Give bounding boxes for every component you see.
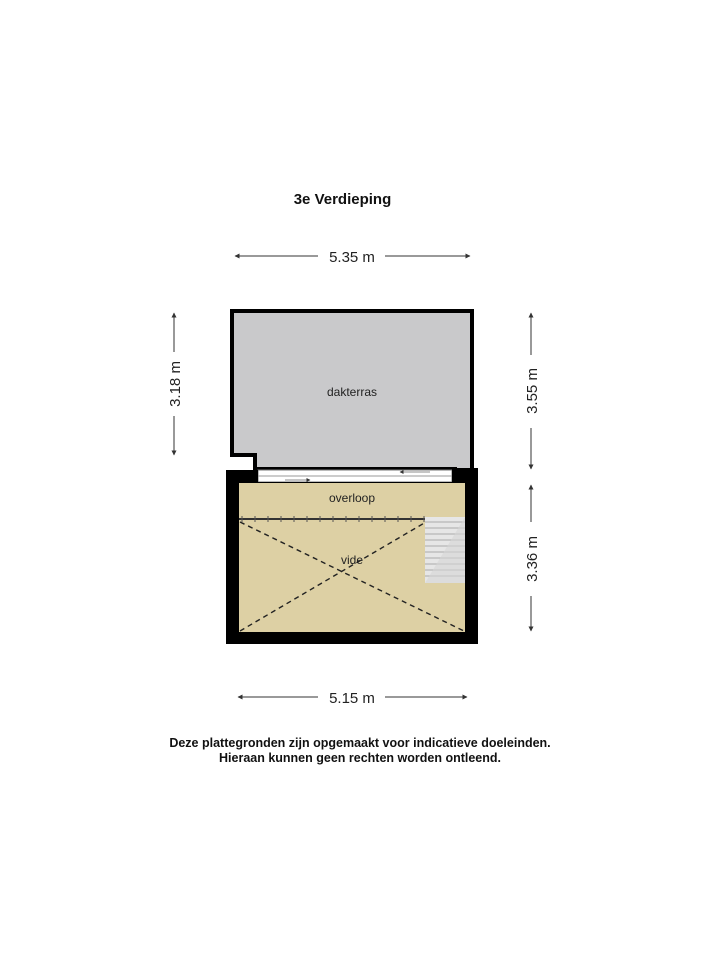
dimension-top-label: 5.35 m bbox=[329, 249, 375, 266]
dimension-right-lower bbox=[524, 485, 541, 631]
floor-title: 3e Verdieping bbox=[293, 191, 392, 208]
dimension-top bbox=[235, 249, 470, 266]
dimension-bottom bbox=[238, 690, 467, 707]
disclaimer bbox=[0, 736, 720, 766]
sliding-door bbox=[258, 470, 452, 482]
dakterras-label: dakterras bbox=[326, 385, 378, 399]
disclaimer-line-1: Deze plattegronden zijn opgemaakt voor indicatieve doeleinden. bbox=[169, 736, 551, 750]
dimension-right-upper-label: 3.55 m bbox=[524, 368, 541, 414]
disclaimer-line-2: Hieraan kunnen geen rechten worden ontleend. bbox=[219, 751, 501, 765]
dimension-right-upper bbox=[524, 313, 541, 469]
vide-label: vide bbox=[340, 553, 364, 567]
overloop-label: overloop bbox=[328, 491, 376, 505]
dimension-right-lower-label: 3.36 m bbox=[524, 536, 541, 582]
dimension-bottom-label: 5.15 m bbox=[329, 690, 375, 707]
dimension-left-label: 3.18 m bbox=[167, 361, 184, 407]
dimension-left bbox=[167, 313, 184, 455]
staircase bbox=[425, 517, 465, 583]
